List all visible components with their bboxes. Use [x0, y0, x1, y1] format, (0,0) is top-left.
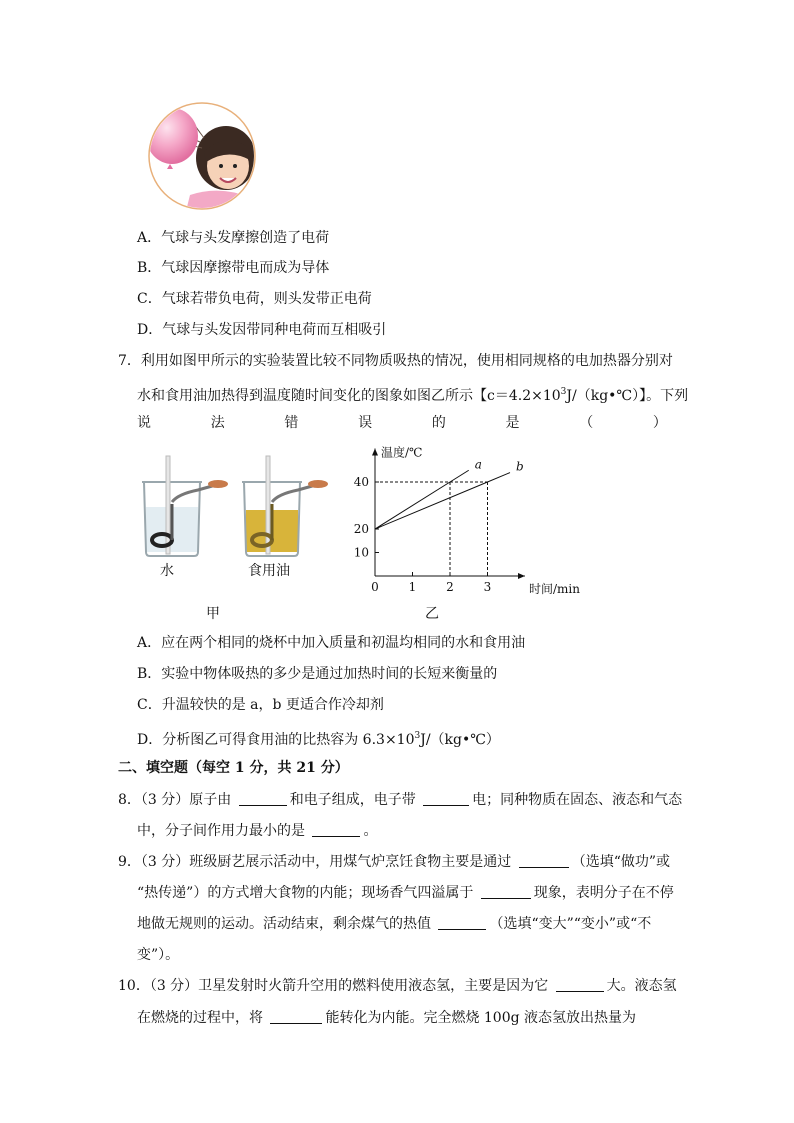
- answer-blank: [312, 822, 360, 837]
- section-title: 二、填空题（每空 1 分，共 21 分）: [118, 760, 349, 776]
- q7-stem-line2: 水和食用油加热得到温度随时间变化的图象如图乙所示【$c=4.2\times 10^3J/(kg•℃)$】。下列: [137, 387, 689, 404]
- q9-line4: 变”）。: [137, 947, 180, 963]
- q6-option-d: D．气球与头发因带同种电荷而互相吸引: [137, 322, 387, 338]
- oil-label: 食用油: [248, 563, 290, 579]
- answer-blank: [438, 915, 486, 930]
- q10-line1: 10．（3 分）卫星发射时火箭升空用的燃料使用液态氢，主要是因为它 大。液态氢: [118, 978, 677, 994]
- q7-stem-line1: 7．利用如图甲所示的实验装置比较不同物质吸热的情况，使用相同规格的电加热器分别对: [118, 353, 673, 369]
- oil-beaker: [242, 456, 328, 556]
- water-label: 水: [160, 563, 174, 579]
- q7-option-c: C．升温较快的是 a，b 更适合作冷却剂: [137, 697, 384, 713]
- answer-blank: [519, 853, 569, 868]
- answer-blank: [556, 977, 604, 992]
- q9-line3: 地做无规则的运动。活动结束，剩余煤气的热值 （选填“变大”“变小”或“不: [137, 916, 652, 932]
- series-label-a: a: [474, 457, 482, 472]
- q6-option-a: A．气球与头发摩擦创造了电荷: [137, 230, 330, 246]
- answer-blank: [239, 791, 287, 806]
- q8-line1: 8．（3 分）原子由 和电子组成，电子带 电；同种物质在固态、液态和气态: [118, 792, 683, 808]
- q7-option-d: D．分析图乙可得食用油的比热容为 $6.3\times 10^3J/(kg•℃)$: [137, 731, 500, 748]
- x-tick-label: 2: [446, 580, 454, 594]
- q6-option-b: B．气球因摩擦带电而成为导体: [137, 260, 330, 276]
- x-tick-label: 3: [483, 580, 492, 594]
- y-axis-label: 温度/℃: [381, 445, 423, 460]
- q7-stem-line3: 说 法 错 误 的 是 （ ）: [137, 415, 667, 431]
- temperature-time-chart: [345, 440, 595, 610]
- y-tick-label: 20: [353, 522, 369, 536]
- q10-line2: 在燃烧的过程中，将 能转化为内能。完全燃烧 100g 液态氢放出热量为: [137, 1010, 637, 1026]
- beakers-figure: [138, 452, 338, 562]
- x-axis-arrow: [518, 573, 525, 579]
- q7-option-b: B．实验中物体吸热的多少是通过加热时间的长短来衡量的: [137, 666, 498, 682]
- answer-blank: [481, 884, 531, 899]
- q6-option-c: C．气球若带负电荷，则头发带正电荷: [137, 291, 372, 307]
- answer-blank: [270, 1009, 322, 1024]
- series-line-a: [375, 470, 469, 529]
- q9-line1: 9．（3 分）班级厨艺展示活动中，用煤气炉烹饪食物主要是通过 （选填“做功”或: [118, 854, 671, 870]
- x-axis-label: 时间/min: [529, 582, 580, 596]
- series-label-b: b: [516, 459, 524, 474]
- figure-jia-caption: 甲: [206, 606, 220, 622]
- x-tick-label: 0: [371, 580, 379, 594]
- q8-line2: 中，分子间作用力最小的是 。: [137, 823, 378, 839]
- answer-blank: [423, 791, 469, 806]
- series-line-b: [375, 473, 510, 529]
- x-tick-label: 1: [408, 580, 417, 594]
- y-axis-arrow: [372, 449, 378, 456]
- balloon-girl-image: [140, 100, 265, 215]
- y-tick-label: 10: [353, 545, 369, 560]
- y-tick-label: 40: [353, 475, 369, 489]
- figure-yi-caption: 乙: [425, 606, 439, 622]
- q7-option-a: A．应在两个相同的烧杯中加入质量和初温均相同的水和食用油: [137, 635, 526, 651]
- q9-line2: “热传递”）的方式增大食物的内能；现场香气四溢属于 现象，表明分子在不停: [137, 885, 674, 901]
- water-beaker: [142, 456, 228, 556]
